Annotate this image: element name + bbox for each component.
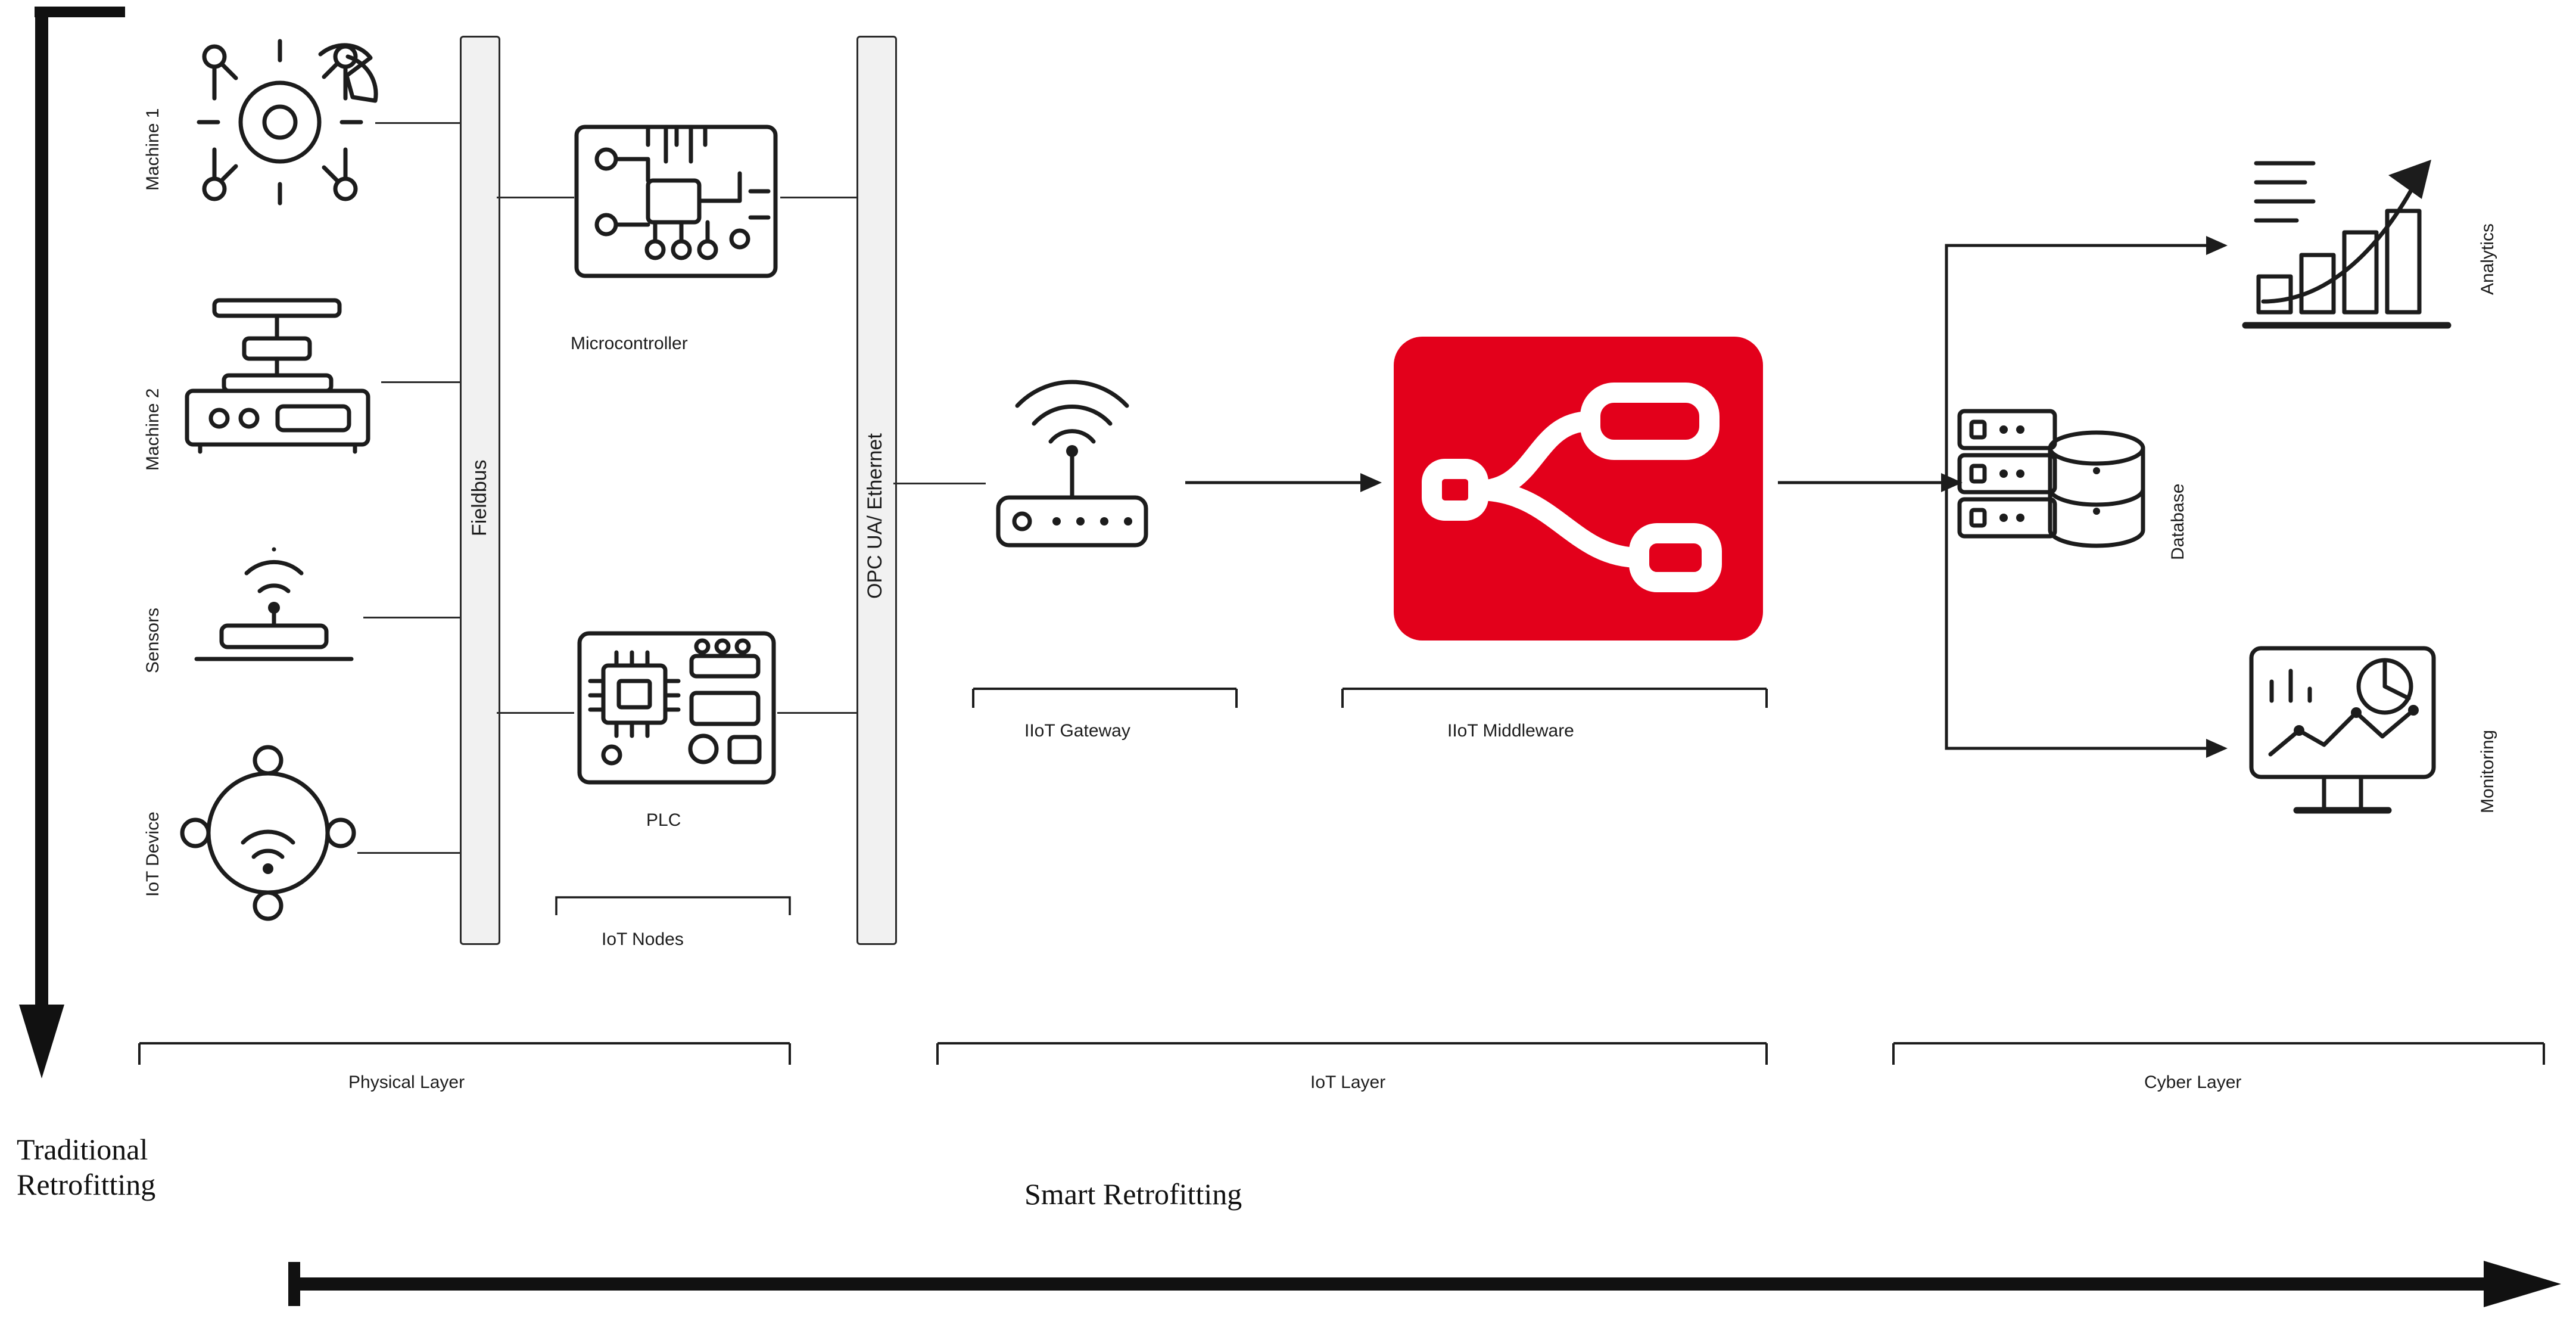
traditional-retrofitting-line1: Traditional [17, 1133, 148, 1166]
connector-fieldbus-plc [497, 712, 574, 714]
node-red-middleware-icon [1394, 337, 1763, 641]
connector-iot-fieldbus [357, 852, 462, 854]
monitoring-dashboard-icon [2239, 638, 2460, 840]
connector-machine2-fieldbus [381, 381, 462, 383]
bracket-iiot-middleware [1340, 685, 1769, 710]
iiot-gateway-label: IIoT Gateway [1024, 721, 1130, 741]
sensor-signal-icon [185, 536, 363, 673]
iiot-middleware-label: IIoT Middleware [1447, 721, 1574, 741]
analytics-growth-chart-icon [2239, 149, 2466, 346]
opcua-ethernet-label: OPC UA/ Ethernet [864, 433, 886, 599]
microcontroller-board-icon [572, 122, 780, 280]
connector-sensors-fieldbus [363, 617, 462, 618]
source-label-sensors: Sensors [143, 607, 163, 673]
iot-layer-label: IoT Layer [1310, 1072, 1386, 1092]
arrow-vertical-traditional [18, 6, 83, 1084]
connector-microcontroller-opcua [780, 197, 858, 198]
traditional-retrofitting-title [17, 1132, 155, 1202]
microcontroller-label: Microcontroller [571, 334, 688, 353]
plc-label: PLC [646, 810, 681, 830]
monitoring-label: Monitoring [2478, 729, 2497, 813]
arrow-horizontal-smart [286, 1251, 2567, 1317]
connector-opcua-gateway [893, 483, 986, 484]
fieldbus-label: Fieldbus [468, 459, 491, 536]
physical-layer-label: Physical Layer [348, 1072, 465, 1092]
traditional-retrofitting-line2: Retrofitting [17, 1168, 156, 1201]
source-label-machine-1: Machine 1 [143, 108, 163, 191]
bracket-physical-layer [137, 1040, 792, 1067]
bracket-iot-nodes [554, 894, 792, 918]
iot-wifi-node-icon [179, 745, 357, 918]
database-label: Database [2168, 483, 2188, 560]
arrow-database-to-monitoring [1930, 477, 2263, 775]
cyber-layer-label: Cyber Layer [2144, 1072, 2242, 1092]
source-label-iot-device: IoT Device [143, 812, 163, 897]
connector-plc-opcua [777, 712, 858, 714]
bracket-iiot-gateway [971, 685, 1239, 710]
machine-tool-icon [173, 292, 381, 453]
source-label-machine-2: Machine 2 [143, 388, 163, 471]
wireless-router-icon [977, 384, 1167, 581]
smart-retrofitting-title: Smart Retrofitting [1024, 1177, 1242, 1211]
analytics-label: Analytics [2478, 223, 2497, 295]
bracket-cyber-layer [1891, 1040, 2546, 1067]
plc-board-icon [575, 629, 777, 789]
connector-machine1-fieldbus [375, 122, 462, 124]
bracket-iot-layer [935, 1040, 1769, 1067]
connector-fieldbus-microcontroller [497, 197, 574, 198]
iot-nodes-label: IoT Nodes [602, 929, 684, 949]
gear-wrench-icon [179, 33, 375, 200]
arrow-gateway-to-middleware [1185, 468, 1388, 498]
